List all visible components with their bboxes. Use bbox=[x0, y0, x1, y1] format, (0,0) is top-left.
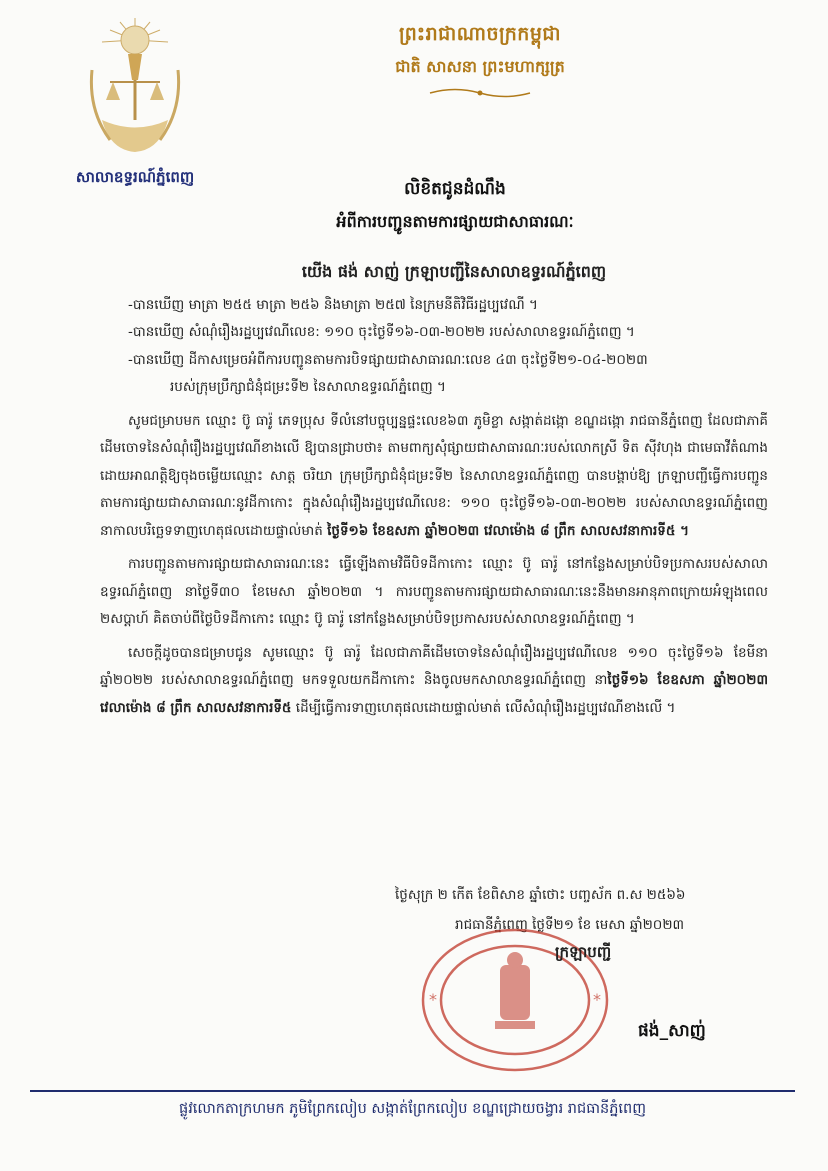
svg-text:*: * bbox=[593, 990, 601, 1009]
footer-address: ផ្លូវលោកតាក្រហមក ភូមិព្រែកលៀប សង្កាត់ព្រែកលៀប ខណ្ឌជ្រោយចង្វារ រាជធានីភ្នំពេញ bbox=[178, 1101, 647, 1117]
paragraph-1-text: សូមជម្រាបមក ឈ្មោះ ប៊ូ ធារ៉ូ ភេទប្រុស ទីលំនៅបច្ចុប្បន្នផ្ទះលេខ៦៣ ភូមិខ្លា សង្កាត់ដង្កោ ខណ្ឌដង្កោ រាជធានីភ្នំពេញ ដែលជាភាគីដើមចោទនៃសំណុំរឿងរដ្ឋប្បវេណីខាងលើ ឱ្យបានជ្រាបថា៖ តាមពាក្យសុំផ្សាយជាសាធារណៈរបស់លោកស្រី ទិត ស៊ីវហុង ជាមេធាវីតំណាងដោយអាណត្តិឱ្យចុងចម្លើយឈ្មោះ សាត្ត ចរិយា ក្រុមប្រឹក្សាជំនុំជម្រះទី២ នៃសាលាឧទ្ធរណ៍ភ្នំពេញ បានបង្គាប់ឱ្យ ក្រឡាបញ្ជីធ្វើការបញ្ជូនតាមការផ្សាយជាសាធារណៈនូវដីកាកោះ ក្នុងសំណុំរឿងរដ្ឋប្បវេណីលេខ: ១១០ ចុះថ្ងៃទី១៦-០៣-២០២២ របស់សាលាឧទ្ធរណ៍ភ្នំពេញ នាកាលបរិច្ឆេទទាញហេតុផលដោយផ្ទាល់មាត់ bbox=[100, 412, 768, 539]
list-item-continued: របស់ក្រុមប្រឹក្សាជំនុំជម្រះទី២ នៃសាលាឧទ្ធរណ៍ភ្នំពេញ ។ bbox=[170, 379, 446, 395]
issuer-line: យើង ផង់ សាញ់ ក្រឡាបញ្ជីនៃសាលាឧទ្ធរណ៍ភ្នំពេញ bbox=[301, 262, 607, 281]
signer-role: ក្រឡាបញ្ជី bbox=[555, 943, 612, 961]
kingdom-title: ព្រះរាជាណាចក្រកម្ពុជា bbox=[399, 23, 561, 45]
paragraph-3-text-a: សេចក្តីដូចបានជម្រាបជូន សូមឈ្មោះ ប៊ូ ធារ៉ូ ដែលជាភាគីដើមចោទនៃសំណុំរឿងរដ្ឋប្បវេណីលេខ ១១០ ចុះថ្ងៃទី១៦ ខែមីនា ឆ្នាំ២០២២ របស់សាលាឧទ្ធរណ៍ភ្នំពេញ មកទទួលយកដីកាកោះ និងចូលមកសាលាឧទ្ធរណ៍ភ្នំពេញ នា bbox=[100, 644, 768, 688]
header bbox=[330, 22, 630, 104]
paragraph-1 bbox=[100, 408, 768, 546]
document-body bbox=[100, 258, 768, 722]
ornament-icon bbox=[425, 86, 535, 100]
court-emblem-icon bbox=[80, 10, 190, 160]
paragraph-2: ការបញ្ជូនតាមការផ្សាយជាសាធារណៈនេះ ធ្វើឡើងតាមវិធីបិទដីកាកោះ ឈ្មោះ ប៊ូ ធារ៉ូ នៅកន្លែងសម្រាប់បិទប្រកាសរបស់សាលាឧទ្ធរណ៍ភ្នំពេញ នាថ្ងៃទី៣០ ខែមេសា ឆ្នាំ២០២៣ ។ ការបញ្ជូនតាមការផ្សាយជាសាធារណៈនេះនឹងមានអានុភាពក្រោយអំឡុងពេល ២សប្តាហ៍ គិតចាប់ពីថ្ងៃបិទដីកាកោះ ឈ្មោះ ប៊ូ ធារ៉ូ នៅកន្លែងសម្រាប់បិទប្រកាសរបស់សាលាឧទ្ធរណ៍ភ្នំពេញ ។ bbox=[100, 556, 768, 627]
signer-name: ផង់_សាញ់ bbox=[638, 1021, 706, 1041]
paragraph-3-text-b: ដើម្បីធ្វើការទាញហេតុផលដោយផ្ទាល់មាត់ លើសំណុំរឿងរដ្ឋប្បវេណីខាងលើ ។ bbox=[291, 699, 676, 716]
document-title: លិខិតជូនដំណឹង bbox=[404, 179, 506, 199]
hearing-date: ថ្ងៃទី១៦ ខែឧសភា ឆ្នាំ២០២៣ វេលាម៉ោង ៨ ព្រឹក សាលសវនាការទី៥ ។ bbox=[327, 522, 690, 539]
court-name: សាលាឧទ្ធរណ៍ភ្នំពេញ bbox=[75, 168, 195, 186]
title-block bbox=[240, 178, 670, 235]
hearing-date-2: ថ្ងៃទី១៦ ខែឧសភា ឆ្នាំ២០២៣ វេលាម៉ោង ៨ ព្រឹក សាលសវនាការទី៥ bbox=[100, 672, 768, 716]
document-subtitle: អំពីការបញ្ជូនតាមការផ្សាយជាសាធារណៈ bbox=[336, 212, 574, 231]
footer-divider bbox=[30, 1090, 795, 1092]
list-item: -បានឃើញ ដីកាសម្រេចអំពីការបញ្ជូនតាមការបិទផ្សាយជាសាធារណៈលេខ ៤៣ ចុះថ្ងៃទី២១-០៤-២០២៣ bbox=[128, 351, 648, 368]
national-motto: ជាតិ សាសនា ព្រះមហាក្សត្រ bbox=[395, 57, 565, 76]
list-item: -បានឃើញ សំណុំរឿងរដ្ឋប្បវេណីលេខ: ១១០ ចុះថ្ងៃទី១៦-០៣-២០២២ របស់សាលាឧទ្ធរណ៍ភ្នំពេញ ។ bbox=[128, 324, 635, 340]
solar-date: រាជធានីភ្នំពេញ ថ្ងៃទី២១ ខែ មេសា ឆ្នាំ២០២៣ bbox=[455, 917, 685, 933]
svg-text:*: * bbox=[429, 990, 437, 1009]
list-item: -បានឃើញ មាត្រា ២៥៥ មាត្រា ២៥៦ និងមាត្រា ២៥៧ នៃក្រមនីតិវិធីរដ្ឋប្បវេណី ។ bbox=[128, 296, 538, 313]
lunar-date: ថ្ងៃសុក្រ ២ កើត ខែពិសាខ ឆ្នាំថោះ បញ្ចស័ក ព.ស ២៥៦៦ bbox=[395, 887, 686, 903]
paragraph-3 bbox=[100, 640, 768, 723]
